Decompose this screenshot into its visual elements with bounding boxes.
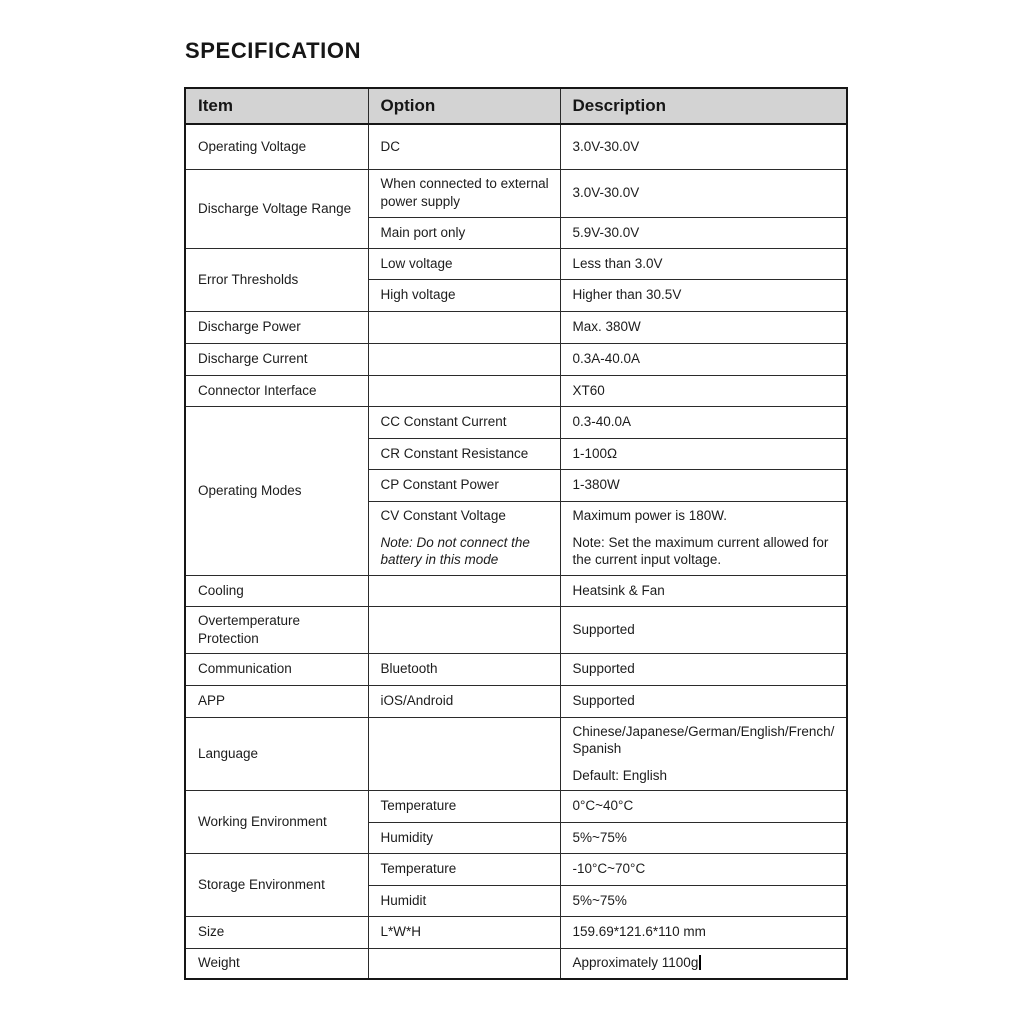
description-cell: 5%~75% <box>560 885 847 916</box>
item-cell: Storage Environment <box>185 853 368 916</box>
item-cell: Size <box>185 916 368 948</box>
table-row <box>185 375 847 406</box>
description-cell[interactable] <box>560 948 847 979</box>
description-cell: Supported <box>560 685 847 717</box>
item-cell: Weight <box>185 948 368 979</box>
description-cell: -10°C~70°C <box>560 853 847 885</box>
item-cell: Overtemperature Protection <box>185 606 368 653</box>
description-cell: 1-100Ω <box>560 438 847 469</box>
description-cell: 0.3-40.0A <box>560 406 847 438</box>
option-cell: CP Constant Power <box>368 469 560 501</box>
description-cell: Supported <box>560 606 847 653</box>
description-text: Chinese/Japanese/German/English/French/Spanish <box>572 723 835 757</box>
description-text: Approximately 1100g <box>572 955 699 971</box>
column-header-option: Option <box>368 88 560 124</box>
description-note: Note: Set the maximum current allowed for the current input voltage. <box>572 534 829 568</box>
item-cell: Error Thresholds <box>185 248 368 311</box>
description-cell: Less than 3.0V <box>560 248 847 279</box>
spec-table <box>184 87 848 980</box>
option-cell: High voltage <box>368 279 560 311</box>
table-row <box>185 653 847 685</box>
option-cell: When connected to external power supply <box>368 169 560 217</box>
item-cell: Communication <box>185 653 368 685</box>
table-row <box>185 406 847 438</box>
item-cell: Cooling <box>185 575 368 606</box>
text-cursor <box>699 955 701 970</box>
description-cell: Higher than 30.5V <box>560 279 847 311</box>
item-cell: Language <box>185 717 368 790</box>
table-row <box>185 606 847 653</box>
description-cell <box>560 717 847 790</box>
option-cell: Bluetooth <box>368 653 560 685</box>
item-cell: Discharge Power <box>185 311 368 343</box>
option-cell: Temperature <box>368 853 560 885</box>
description-cell: 5%~75% <box>560 822 847 853</box>
option-text: CV Constant Voltage <box>380 508 506 524</box>
description-default: Default: English <box>572 767 668 783</box>
description-cell: 159.69*121.6*110 mm <box>560 916 847 948</box>
description-cell: XT60 <box>560 375 847 406</box>
header-row <box>185 88 847 124</box>
item-cell: Discharge Voltage Range <box>185 169 368 248</box>
option-cell: Low voltage <box>368 248 560 279</box>
column-header-description: Description <box>560 88 847 124</box>
description-cell <box>560 501 847 575</box>
description-cell: Heatsink & Fan <box>560 575 847 606</box>
table-row <box>185 685 847 717</box>
description-cell: 0.3A-40.0A <box>560 343 847 375</box>
option-cell: L*W*H <box>368 916 560 948</box>
option-cell <box>368 311 560 343</box>
description-cell: 3.0V-30.0V <box>560 124 847 169</box>
column-header-item: Item <box>185 88 368 124</box>
option-cell <box>368 343 560 375</box>
item-cell: Operating Voltage <box>185 124 368 169</box>
option-cell: CR Constant Resistance <box>368 438 560 469</box>
item-cell: Operating Modes <box>185 406 368 575</box>
option-cell: Main port only <box>368 217 560 248</box>
option-cell: CC Constant Current <box>368 406 560 438</box>
table-row <box>185 248 847 279</box>
option-cell <box>368 501 560 575</box>
table-row <box>185 169 847 217</box>
table-row <box>185 311 847 343</box>
item-cell: APP <box>185 685 368 717</box>
option-note: Note: Do not connect the battery in this mode <box>380 534 530 568</box>
table-row <box>185 575 847 606</box>
option-cell: Temperature <box>368 790 560 822</box>
option-cell <box>368 375 560 406</box>
option-cell <box>368 948 560 979</box>
table-row <box>185 343 847 375</box>
description-text: Maximum power is 180W. <box>572 508 728 524</box>
option-cell: DC <box>368 124 560 169</box>
item-cell: Discharge Current <box>185 343 368 375</box>
description-cell: 0°C~40°C <box>560 790 847 822</box>
option-cell <box>368 717 560 790</box>
table-row <box>185 790 847 822</box>
option-cell <box>368 606 560 653</box>
document-page <box>184 38 846 980</box>
description-cell: 5.9V-30.0V <box>560 217 847 248</box>
description-cell: Max. 380W <box>560 311 847 343</box>
description-cell: Supported <box>560 653 847 685</box>
description-cell: 3.0V-30.0V <box>560 169 847 217</box>
option-cell <box>368 575 560 606</box>
item-cell: Working Environment <box>185 790 368 853</box>
table-row <box>185 717 847 790</box>
option-cell: iOS/Android <box>368 685 560 717</box>
table-row <box>185 916 847 948</box>
table-row <box>185 853 847 885</box>
item-cell: Connector Interface <box>185 375 368 406</box>
description-cell: 1-380W <box>560 469 847 501</box>
page-title: SPECIFICATION <box>185 38 362 63</box>
table-row <box>185 948 847 979</box>
option-cell: Humidit <box>368 885 560 916</box>
table-row <box>185 124 847 169</box>
option-cell: Humidity <box>368 822 560 853</box>
